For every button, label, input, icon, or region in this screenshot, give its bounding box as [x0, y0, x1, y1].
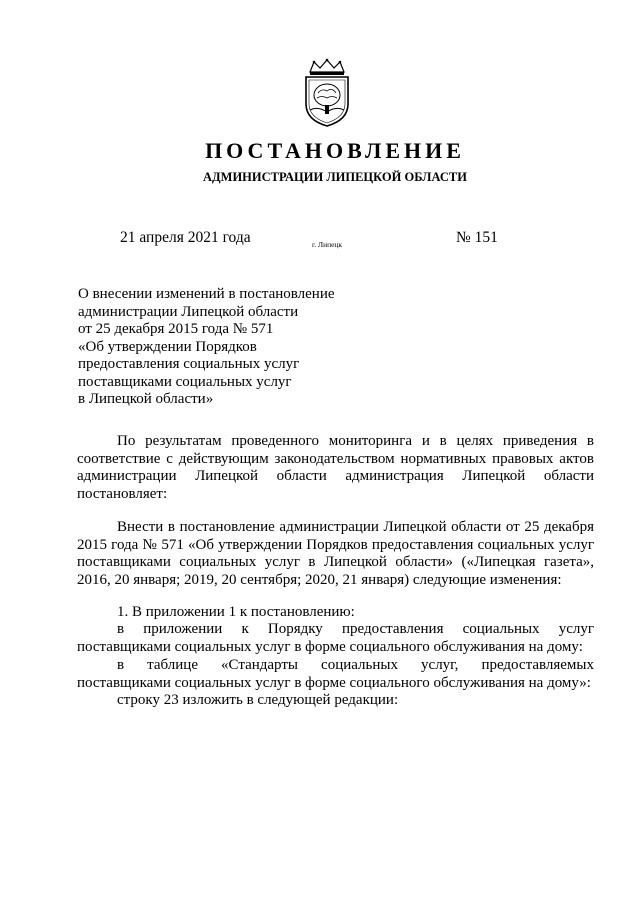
- subject-line: О внесении изменений в постановление: [78, 286, 335, 302]
- subject-line: в Липецкой области»: [78, 391, 214, 407]
- document-date: 21 апреля 2021 года: [120, 229, 251, 246]
- item-1-clause-a: в приложении к Порядку предоставления социальных услуг поставщиками социальных услуг в форме социального обслуживания на дому:: [77, 621, 594, 655]
- subject-line: предоставления социальных услуг: [78, 356, 300, 372]
- document-city: г. Липецк: [312, 240, 343, 249]
- document-type-title: ПОСТАНОВЛЕНИЕ: [205, 138, 465, 163]
- subject-line: «Об утверждении Порядков: [78, 338, 257, 355]
- coat-of-arms-icon: [300, 58, 354, 128]
- item-1-clause-c: строку 23 изложить в следующей редакции:: [117, 692, 399, 708]
- subject-line: администрации Липецкой области: [78, 303, 299, 320]
- preamble-paragraph: По результатам проведенного мониторинга и в целях приведения в соответствие с действующим законодательством нормативных правовых актов администрации Липецкой области администрация Липецкой области постановляет:: [77, 433, 594, 503]
- item-1-heading: 1. В приложении 1 к постановлению:: [117, 604, 355, 620]
- intro-paragraph: Внести в постановление администрации Липецкой области от 25 декабря 2015 года № 571 «Об утверждении Порядков предоставления социальных услуг поставщиками социальных услуг в Липецкой области» («Липецкая газета», 2016, 20 января; 2019, 20 сентября; 2020, 21 января) следующие изменения:: [77, 519, 594, 589]
- subject-line: поставщиками социальных услуг: [78, 373, 292, 390]
- document-number: № 151: [456, 229, 498, 246]
- item-1-clause-b: в таблице «Стандарты социальных услуг, предоставляемых поставщиками социальных услуг в форме социального обслуживания на дому»:: [77, 657, 594, 691]
- subject-line: от 25 декабря 2015 года № 571: [78, 321, 274, 337]
- issuer-subtitle: АДМИНИСТРАЦИИ ЛИПЕЦКОЙ ОБЛАСТИ: [203, 170, 467, 184]
- document-subject: [78, 286, 378, 409]
